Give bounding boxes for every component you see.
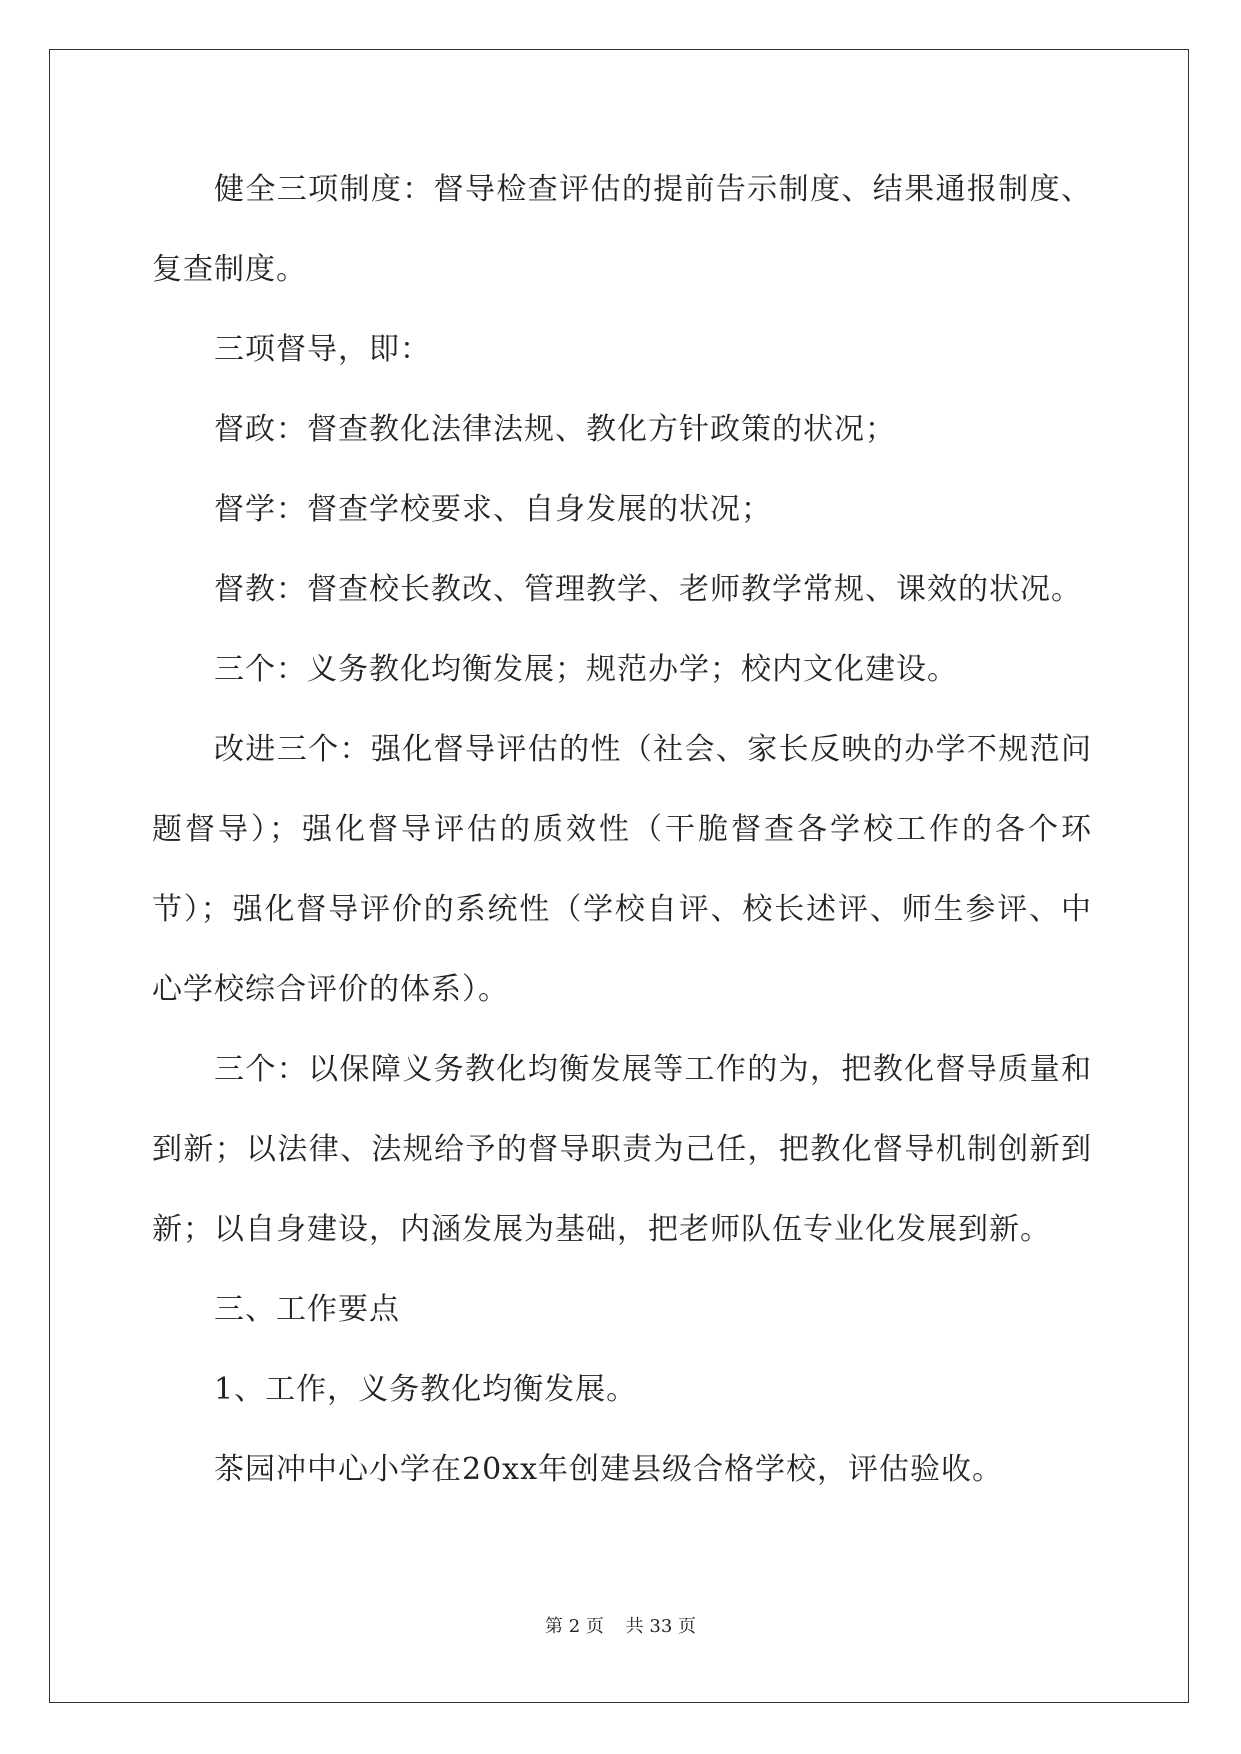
paragraph: 茶园冲中心小学在20xx年创建县级合格学校，评估验收。 — [214, 1452, 1004, 1487]
page-footer — [0, 1612, 1241, 1638]
page-total: 共 33 页 — [625, 1616, 696, 1637]
paragraph: 三个：以保障义务教化均衡发展等工作的为，把教化督导质量和到新；以法律、法规给予的督导职责为己任，把教化督导机制创新到新；以自身建设，内涵发展为基础，把老师队伍专业化发展到新。 — [152, 1052, 1092, 1247]
page-number: 第 2 页 — [545, 1616, 604, 1637]
paragraph: 督教：督查校长教改、管理教学、老师教学常规、课效的状况。 — [214, 572, 1082, 607]
paragraph: 改进三个：强化督导评估的性（社会、家长反映的办学不规范问题督导）；强化督导评估的质效性（干脆督查各学校工作的各个环节）；强化督导评价的系统性（学校自评、校长述评、师生参评、中心学校综合评价的体系）。 — [152, 732, 1092, 1007]
paragraph: 三个：义务教化均衡发展；规范办学；校内文化建设。 — [214, 652, 958, 687]
paragraph: 督政：督查教化法律法规、教化方针政策的状况； — [214, 412, 896, 447]
paragraph: 1、工作，义务教化均衡发展。 — [214, 1372, 638, 1407]
section-heading: 三、工作要点 — [214, 1292, 400, 1327]
paragraph: 三项督导，即： — [214, 332, 431, 367]
paragraph: 督学：督查学校要求、自身发展的状况； — [214, 492, 772, 527]
document-body — [152, 150, 1092, 1510]
paragraph: 健全三项制度：督导检查评估的提前告示制度、结果通报制度、复查制度。 — [152, 172, 1092, 287]
